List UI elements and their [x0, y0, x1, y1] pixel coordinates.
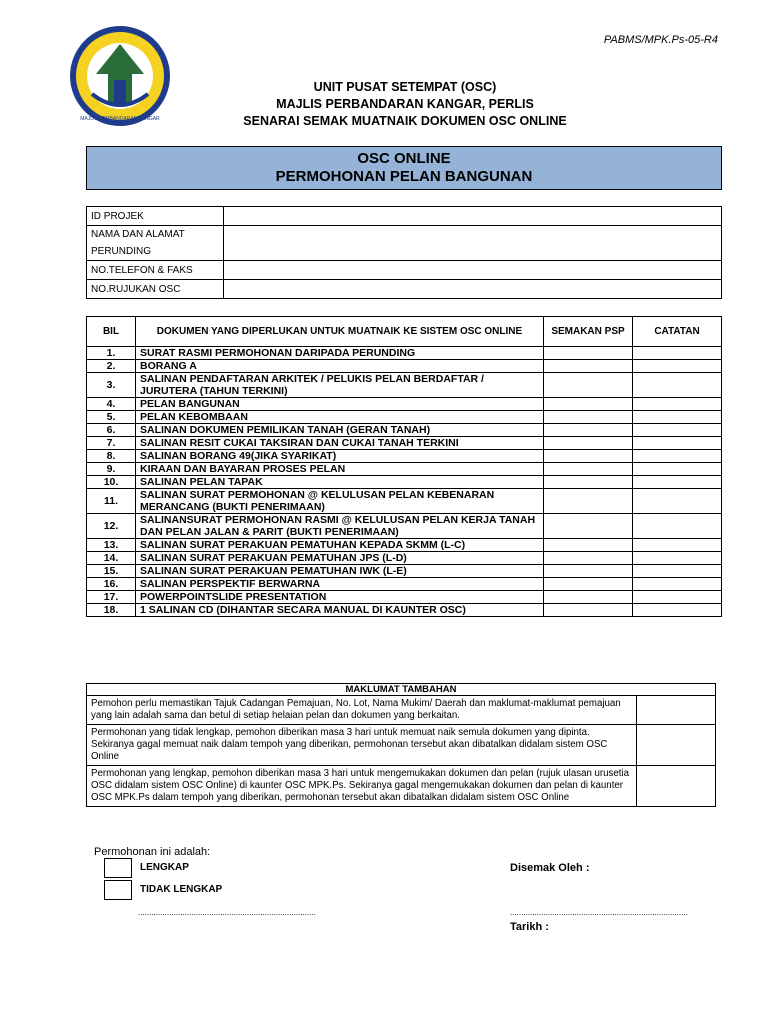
- column-header-bil: BIL: [87, 317, 136, 347]
- info-row: [87, 207, 722, 226]
- checklist-row: [87, 424, 722, 437]
- semakan-check-cell[interactable]: [544, 398, 633, 411]
- tidak-lengkap-label: TIDAK LENGKAP: [140, 884, 223, 895]
- info-label: ID PROJEK: [87, 207, 224, 226]
- semakan-check-cell[interactable]: [544, 578, 633, 591]
- checklist-row: [87, 578, 722, 591]
- item-number: 8.: [87, 450, 136, 463]
- form-title-box: [86, 146, 722, 190]
- checklist-row: [87, 373, 722, 398]
- semakan-check-cell[interactable]: [544, 591, 633, 604]
- item-number: 4.: [87, 398, 136, 411]
- additional-info-header: MAKLUMAT TAMBAHAN: [87, 684, 716, 696]
- catatan-cell[interactable]: [633, 437, 722, 450]
- catatan-cell[interactable]: [633, 398, 722, 411]
- item-document: PELAN BANGUNAN: [136, 398, 544, 411]
- project-info-table: [86, 206, 722, 299]
- council-crest-icon: [68, 24, 172, 128]
- item-document: SURAT RASMI PERMOHONAN DARIPADA PERUNDING: [136, 347, 544, 360]
- semakan-check-cell[interactable]: [544, 450, 633, 463]
- item-number: 2.: [87, 360, 136, 373]
- additional-info-row: [87, 696, 716, 725]
- item-number: 15.: [87, 565, 136, 578]
- item-document: SALINAN BORANG 49(JIKA SYARIKAT): [136, 450, 544, 463]
- semakan-check-cell[interactable]: [544, 437, 633, 450]
- item-number: 16.: [87, 578, 136, 591]
- catatan-cell[interactable]: [633, 424, 722, 437]
- item-document: SALINAN SURAT PERMOHONAN @ KELULUSAN PELAN KEBENARAN MERANCANG (BUKTI PENERIMAAN): [136, 489, 544, 514]
- item-document: KIRAAN DAN BAYARAN PROSES PELAN: [136, 463, 544, 476]
- item-document: SALINAN PELAN TAPAK: [136, 476, 544, 489]
- catatan-cell[interactable]: [633, 539, 722, 552]
- signature-line-right: ................................................................................: [510, 908, 688, 917]
- header-line-1: UNIT PUSAT SETEMPAT (OSC): [313, 80, 497, 94]
- semakan-check-cell[interactable]: [544, 347, 633, 360]
- additional-info-text: Permohonan yang lengkap, pemohon diberikan masa 3 hari untuk mengemukakan dokumen dan pelan (rujuk ulasan urusetia OSC didalam sistem OSC Online) di kaunter OSC MPK.Ps. Sekiranya gagal mengemukakan dokumen dan pelan di kaunter OSC MPK.Ps dalam tempoh yang diberikan, permohonan tersebut akan dibatalkan didalam sistem OSC Online: [87, 766, 637, 807]
- signature-line-left: ................................................................................: [138, 908, 316, 917]
- additional-info-check-cell[interactable]: [637, 766, 716, 807]
- checklist-row: [87, 604, 722, 617]
- checklist-row: [87, 539, 722, 552]
- lengkap-checkbox[interactable]: [104, 858, 132, 878]
- additional-info-row: [87, 725, 716, 766]
- semakan-check-cell[interactable]: [544, 489, 633, 514]
- column-header-catatan: CATATAN: [633, 317, 722, 347]
- item-document: SALINAN SURAT PERAKUAN PEMATUHAN IWK (L-E): [136, 565, 544, 578]
- checklist-row: [87, 552, 722, 565]
- checklist-row: [87, 360, 722, 373]
- item-document: SALINANSURAT PERMOHONAN RASMI @ KELULUSAN PELAN KERJA TANAH DAN PELAN JALAN & PARIT (BUKTI PENERIMAAN): [136, 514, 544, 539]
- catatan-cell[interactable]: [633, 463, 722, 476]
- checklist-row: [87, 591, 722, 604]
- item-document: SALINAN PERSPEKTIF BERWARNA: [136, 578, 544, 591]
- additional-info-table: [86, 683, 716, 807]
- item-document: BORANG A: [136, 360, 544, 373]
- info-value-field[interactable]: [224, 226, 722, 261]
- checklist-row: [87, 398, 722, 411]
- additional-info-row: [87, 766, 716, 807]
- checklist-row: [87, 489, 722, 514]
- info-row: [87, 226, 722, 261]
- info-row: [87, 261, 722, 280]
- checklist-row: [87, 437, 722, 450]
- item-number: 14.: [87, 552, 136, 565]
- semakan-check-cell[interactable]: [544, 463, 633, 476]
- checklist-row: [87, 476, 722, 489]
- catatan-cell[interactable]: [633, 360, 722, 373]
- document-checklist-table: [86, 316, 722, 617]
- svg-text:MAJLIS PERBANDARAN KANGAR: MAJLIS PERBANDARAN KANGAR: [80, 116, 160, 122]
- item-number: 1.: [87, 347, 136, 360]
- checklist-row: [87, 565, 722, 578]
- header-line-3: SENARAI SEMAK MUATNAIK DOKUMEN OSC ONLINE: [243, 114, 567, 128]
- catatan-cell[interactable]: [633, 411, 722, 424]
- item-document: SALINAN PENDAFTARAN ARKITEK / PELUKIS PELAN BERDAFTAR / JURUTERA (TAHUN TERKINI): [136, 373, 544, 398]
- column-header-semakan: SEMAKAN PSP: [544, 317, 633, 347]
- catatan-cell[interactable]: [633, 565, 722, 578]
- catatan-cell[interactable]: [633, 552, 722, 565]
- item-document: SALINAN DOKUMEN PEMILIKAN TANAH (GERAN TANAH): [136, 424, 544, 437]
- item-number: 5.: [87, 411, 136, 424]
- item-document: SALINAN SURAT PERAKUAN PEMATUHAN KEPADA SKMM (L-C): [136, 539, 544, 552]
- item-number: 6.: [87, 424, 136, 437]
- catatan-cell[interactable]: [633, 604, 722, 617]
- info-value-field[interactable]: [224, 207, 722, 226]
- tidak-lengkap-checkbox[interactable]: [104, 880, 132, 900]
- tarikh-label: Tarikh :: [510, 921, 549, 933]
- item-number: 7.: [87, 437, 136, 450]
- item-number: 9.: [87, 463, 136, 476]
- checklist-row: [87, 411, 722, 424]
- form-title-line-2: PERMOHONAN PELAN BANGUNAN: [275, 168, 533, 185]
- additional-info-check-cell[interactable]: [637, 696, 716, 725]
- additional-info-text: Permohonan yang tidak lengkap, pemohon diberikan masa 3 hari untuk memuat naik semula dokumen yang dipinta. Sekiranya gagal memuat naik dalam tempoh yang diberikan, permohonan tersebut akan dibatalkan didalam sistem OSC Online: [87, 725, 637, 766]
- info-value-field[interactable]: [224, 261, 722, 280]
- info-label: NO.RUJUKAN OSC: [87, 280, 224, 299]
- lengkap-label: LENGKAP: [140, 862, 189, 873]
- item-number: 12.: [87, 514, 136, 539]
- catatan-cell[interactable]: [633, 476, 722, 489]
- item-document: SALINAN RESIT CUKAI TAKSIRAN DAN CUKAI TANAH TERKINI: [136, 437, 544, 450]
- item-number: 13.: [87, 539, 136, 552]
- header-line-2: MAJLIS PERBANDARAN KANGAR, PERLIS: [276, 97, 534, 111]
- catatan-cell[interactable]: [633, 489, 722, 514]
- semakan-check-cell[interactable]: [544, 604, 633, 617]
- semakan-check-cell[interactable]: [544, 514, 633, 539]
- info-label: NAMA DAN ALAMAT PERUNDING: [87, 226, 224, 261]
- item-number: 10.: [87, 476, 136, 489]
- checklist-row: [87, 463, 722, 476]
- checklist-row: [87, 347, 722, 360]
- additional-info-text: Pemohon perlu memastikan Tajuk Cadangan Pemajuan, No. Lot, Nama Mukim/ Daerah dan maklumat-maklumat pemajuan yang lain adalah sama dan betul di setiap helaian pelan dan dokumen yang berkaitan.: [87, 696, 637, 725]
- catatan-cell[interactable]: [633, 514, 722, 539]
- semakan-check-cell[interactable]: [544, 552, 633, 565]
- catatan-cell[interactable]: [633, 373, 722, 398]
- item-number: 3.: [87, 373, 136, 398]
- semakan-check-cell[interactable]: [544, 565, 633, 578]
- item-document: PELAN KEBOMBAAN: [136, 411, 544, 424]
- column-header-document: DOKUMEN YANG DIPERLUKAN UNTUK MUATNAIK KE SISTEM OSC ONLINE: [136, 317, 544, 347]
- semakan-check-cell[interactable]: [544, 411, 633, 424]
- item-number: 18.: [87, 604, 136, 617]
- checklist-row: [87, 514, 722, 539]
- catatan-cell[interactable]: [633, 450, 722, 463]
- catatan-cell[interactable]: [633, 591, 722, 604]
- info-row: [87, 280, 722, 299]
- catatan-cell[interactable]: [633, 347, 722, 360]
- additional-info-check-cell[interactable]: [637, 725, 716, 766]
- status-label: Permohonan ini adalah:: [94, 846, 211, 858]
- semakan-check-cell[interactable]: [544, 360, 633, 373]
- info-label: NO.TELEFON & FAKS: [87, 261, 224, 280]
- info-value-field[interactable]: [224, 280, 722, 299]
- item-number: 17.: [87, 591, 136, 604]
- catatan-cell[interactable]: [633, 578, 722, 591]
- disemak-label: Disemak Oleh :: [510, 862, 590, 874]
- item-number: 11.: [87, 489, 136, 514]
- item-document: SALINAN SURAT PERAKUAN PEMATUHAN JPS (L-D): [136, 552, 544, 565]
- item-document: 1 SALINAN CD (DIHANTAR SECARA MANUAL DI KAUNTER OSC): [136, 604, 544, 617]
- item-document: POWERPOINTSLIDE PRESENTATION: [136, 591, 544, 604]
- semakan-check-cell[interactable]: [544, 476, 633, 489]
- semakan-check-cell[interactable]: [544, 424, 633, 437]
- checklist-row: [87, 450, 722, 463]
- document-reference: PABMS/MPK.Ps-05-R4: [603, 34, 718, 46]
- semakan-check-cell[interactable]: [544, 539, 633, 552]
- form-title-line-1: OSC ONLINE: [357, 150, 451, 167]
- semakan-check-cell[interactable]: [544, 373, 633, 398]
